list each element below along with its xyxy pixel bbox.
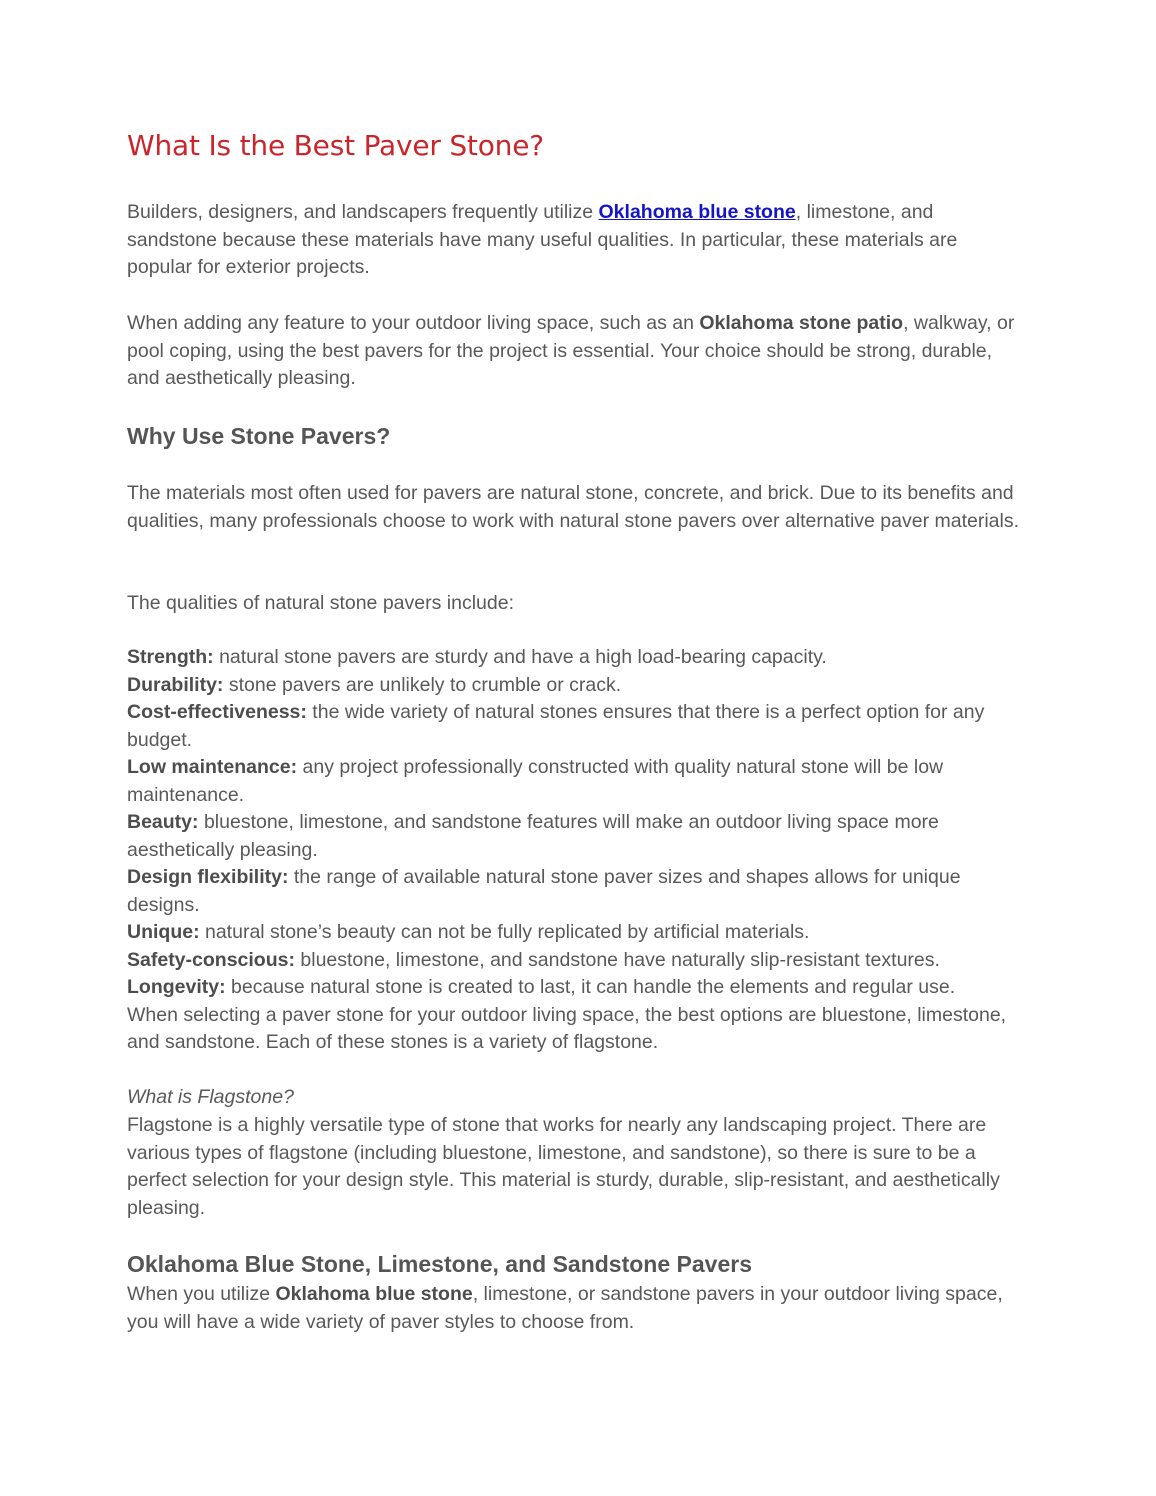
- quality-text: because natural stone is created to last, it can handle the elements and regular use.: [225, 976, 956, 998]
- intro-paragraph-2: [127, 310, 1027, 393]
- list-item: [127, 947, 1027, 975]
- quality-text: bluestone, limestone, and sandstone features will make an outdoor living space more aesthetically pleasing.: [127, 811, 939, 861]
- flagstone-paragraph: Flagstone is a highly versatile type of stone that works for nearly any landscaping project. There are various types of flagstone (including bluestone, limestone, and sandstone), so there is sure to be a perfect selection for your design style. This material is sturdy, durable, slip-resistant, and aesthetically pleasing.: [127, 1114, 1000, 1219]
- quality-term: Longevity:: [127, 976, 226, 998]
- intro-text: Builders, designers, and landscapers frequently utilize: [127, 201, 599, 223]
- quality-text: stone pavers are unlikely to crumble or crack.: [223, 673, 622, 696]
- quality-term: Low maintenance:: [127, 756, 298, 778]
- list-item: [127, 672, 1027, 700]
- list-item: [127, 754, 1027, 809]
- flagstone-heading: What is Flagstone?: [127, 1086, 294, 1108]
- section-heading-why: Why Use Stone Pavers?: [127, 423, 391, 449]
- pavers-text: , limestone, or sandstone pavers in your outdoor living space, you will have a wide variety of paver styles to choose from.: [127, 1283, 1003, 1333]
- pavers-text: When you utilize: [127, 1283, 276, 1305]
- quality-term: Safety-conscious:: [127, 948, 295, 971]
- intro-paragraph-1: [127, 199, 1027, 282]
- closing-paragraph: When selecting a paver stone for your outdoor living space, the best options are bluestone, limestone, and sandstone. Each of these stones is a variety of flagstone.: [127, 1003, 1007, 1053]
- list-item: [127, 644, 1027, 672]
- quality-text: the wide variety of natural stones ensures that there is a perfect option for any budget.: [127, 701, 985, 751]
- quality-term: Beauty:: [127, 811, 199, 833]
- intro-bold-text: Oklahoma stone patio: [699, 312, 904, 334]
- why-paragraph-2: The qualities of natural stone pavers include:: [127, 592, 514, 614]
- quality-term: Cost-effectiveness:: [127, 701, 307, 723]
- intro-text: When adding any feature to your outdoor living space, such as an: [127, 312, 700, 334]
- list-item: [127, 864, 1027, 919]
- pavers-paragraph: [127, 1281, 1027, 1336]
- oklahoma-blue-stone-link[interactable]: Oklahoma blue stone: [598, 201, 796, 223]
- list-item: [127, 809, 1027, 864]
- list-item: [127, 919, 1027, 947]
- pavers-bold-text: Oklahoma blue stone: [275, 1283, 473, 1305]
- why-paragraph-1: The materials most often used for pavers are natural stone, concrete, and brick. Due to its benefits and qualities, many professionals choose to work with natural stone pavers over alternative paver materials.: [127, 482, 1020, 532]
- intro-text: , limestone, and sandstone because these materials have many useful qualities. In particular, these materials are popular for exterior projects.: [127, 201, 958, 278]
- quality-text: any project professionally constructed with quality natural stone will be low maintenance.: [127, 756, 944, 806]
- quality-term: Unique:: [127, 921, 200, 943]
- intro-text: , walkway, or pool coping, using the best pavers for the project is essential. Your choice should be strong, durable, and aesthetically pleasing.: [127, 312, 1015, 389]
- page-title: What Is the Best Paver Stone?: [127, 129, 544, 162]
- list-item: [127, 699, 1027, 754]
- quality-text: the range of available natural stone paver sizes and shapes allows for unique designs.: [127, 866, 961, 916]
- list-item: [127, 974, 1027, 1002]
- qualities-list: [127, 644, 1027, 1057]
- section-heading-pavers: Oklahoma Blue Stone, Limestone, and Sandstone Pavers: [127, 1251, 752, 1277]
- quality-term: Strength:: [127, 646, 214, 668]
- quality-term: Design flexibility:: [127, 866, 289, 888]
- quality-text: natural stone pavers are sturdy and have a high load-bearing capacity.: [213, 646, 827, 668]
- quality-text: natural stone’s beauty can not be fully replicated by artificial materials.: [199, 921, 810, 943]
- quality-term: Durability:: [127, 673, 224, 696]
- quality-text: bluestone, limestone, and sandstone have naturally slip-resistant textures.: [294, 948, 940, 971]
